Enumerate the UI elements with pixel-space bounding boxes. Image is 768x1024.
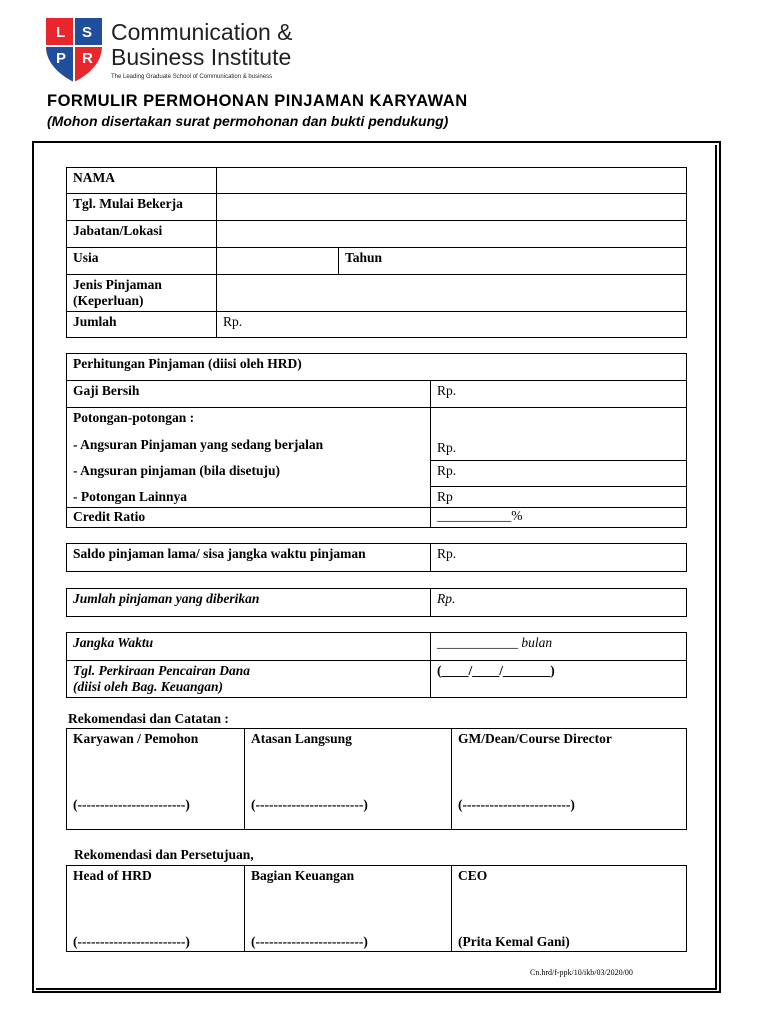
logo-letter-r: R (82, 50, 93, 67)
jumlah-diberikan-rp: Rp. (437, 591, 456, 606)
tahun-label: Tahun (339, 248, 687, 275)
rekomendasi-persetujuan-table (66, 865, 687, 952)
jenis-pinjaman-line2: (Keperluan) (73, 293, 144, 308)
nama-label: NAMA (67, 168, 217, 194)
angsuran-disetuju-label: - Angsuran pinjaman (bila disetuju) (67, 461, 431, 487)
form-title: FORMULIR PERMOHONAN PINJAMAN KARYAWAN (47, 92, 468, 110)
jenis-pinjaman-field[interactable] (217, 275, 687, 312)
saldo-rp: Rp. (437, 546, 457, 561)
gm-signature-line: (------------------------) (458, 797, 575, 812)
saldo-label: Saldo pinjaman lama/ sisa jangka waktu pinjaman (67, 544, 431, 572)
hrd-label: Head of HRD (73, 868, 152, 883)
karyawan-signature-cell[interactable] (67, 729, 245, 830)
usia-label: Usia (67, 248, 217, 275)
perhitungan-header: Perhitungan Pinjaman (diisi oleh HRD) (67, 354, 687, 381)
saldo-table (66, 543, 687, 572)
usia-field[interactable] (217, 248, 339, 275)
jenis-pinjaman-label (67, 275, 217, 312)
ceo-signature-name: (Prita Kemal Gani) (458, 934, 570, 949)
potongan-lain-field[interactable] (431, 487, 687, 508)
jumlah-field[interactable] (217, 312, 687, 338)
karyawan-signature-line: (------------------------) (73, 797, 190, 812)
hrd-signature-line: (------------------------) (73, 934, 190, 949)
shield-logo-icon (44, 16, 104, 86)
gaji-bersih-field[interactable] (431, 381, 687, 408)
ceo-signature-cell[interactable] (452, 866, 687, 952)
potongan-lain-label: - Potongan Lainnya (67, 487, 431, 508)
document-code: Cn.hrd/f-ppk/10/ikb/03/2020/00 (530, 968, 633, 977)
rekomendasi-catatan-table (66, 728, 687, 830)
gaji-bersih-label: Gaji Bersih (67, 381, 431, 408)
jumlah-diberikan-table (66, 588, 687, 617)
jabatan-field[interactable] (217, 221, 687, 248)
atasan-label: Atasan Langsung (251, 731, 352, 746)
keuangan-label: Bagian Keuangan (251, 868, 355, 883)
hrd-signature-cell[interactable] (67, 866, 245, 952)
keuangan-signature-line: (------------------------) (251, 934, 368, 949)
gaji-bersih-rp: Rp. (437, 383, 457, 398)
form-subtitle: (Mohon disertakan surat permohonan dan bukti pendukung) (47, 113, 449, 129)
atasan-signature-line: (------------------------) (251, 797, 368, 812)
institute-name-line1: Communication & (111, 19, 293, 45)
logo-letter-p: P (56, 50, 67, 67)
angsuran-disetuju-rp: Rp. (437, 463, 457, 478)
potongan-label (67, 408, 431, 461)
ceo-label: CEO (458, 868, 488, 883)
jangka-table (66, 632, 687, 698)
karyawan-label: Karyawan / Pemohon (73, 731, 199, 746)
rekomendasi-catatan-heading: Rekomendasi dan Catatan : (68, 711, 229, 726)
logo-letter-l: L (56, 24, 66, 41)
angsuran-disetuju-field[interactable] (431, 461, 687, 487)
logo-letter-s: S (82, 24, 93, 41)
atasan-signature-cell[interactable] (245, 729, 452, 830)
tgl-pencairan-field[interactable]: (____/____/_______) (431, 661, 687, 698)
institute-tagline: The Leading Graduate School of Communication & business (111, 74, 273, 80)
jabatan-label: Jabatan/Lokasi (67, 221, 217, 248)
tgl-mulai-label: Tgl. Mulai Bekerja (67, 194, 217, 221)
applicant-table (66, 167, 687, 338)
nama-field[interactable] (217, 168, 687, 194)
jangka-waktu-label: Jangka Waktu (67, 633, 431, 661)
jumlah-diberikan-field[interactable] (431, 589, 687, 617)
institute-name-line2: Business Institute (111, 44, 292, 70)
lspr-logo (44, 16, 104, 86)
gm-label: GM/Dean/Course Director (458, 731, 612, 746)
potongan-lain-rp: Rp (437, 489, 453, 504)
tgl-pencairan-line2: (diisi oleh Bag. Keuangan) (73, 679, 224, 694)
perhitungan-table (66, 353, 687, 528)
tgl-mulai-field[interactable] (217, 194, 687, 221)
tgl-pencairan-line1: Tgl. Perkiraan Pencairan Dana (73, 663, 251, 678)
saldo-field[interactable] (431, 544, 687, 572)
rekomendasi-persetujuan-heading: Rekomendasi dan Persetujuan, (74, 847, 254, 862)
angsuran-berjalan-rp: Rp. (437, 440, 457, 455)
gm-signature-cell[interactable] (452, 729, 687, 830)
jumlah-diberikan-label: Jumlah pinjaman yang diberikan (67, 589, 431, 617)
jangka-waktu-field[interactable]: ____________ bulan (431, 633, 687, 661)
jumlah-rp: Rp. (223, 314, 243, 329)
angsuran-berjalan-field[interactable] (431, 408, 687, 461)
tgl-pencairan-label (67, 661, 431, 698)
potongan-title: Potongan-potongan : (73, 410, 195, 425)
jumlah-label: Jumlah (67, 312, 217, 338)
institute-name (111, 20, 293, 80)
credit-ratio-field[interactable]: ___________% (431, 508, 687, 528)
keuangan-signature-cell[interactable] (245, 866, 452, 952)
jenis-pinjaman-line1: Jenis Pinjaman (73, 277, 162, 292)
credit-ratio-label: Credit Ratio (67, 508, 431, 528)
angsuran-berjalan-label: - Angsuran Pinjaman yang sedang berjalan (73, 437, 324, 452)
